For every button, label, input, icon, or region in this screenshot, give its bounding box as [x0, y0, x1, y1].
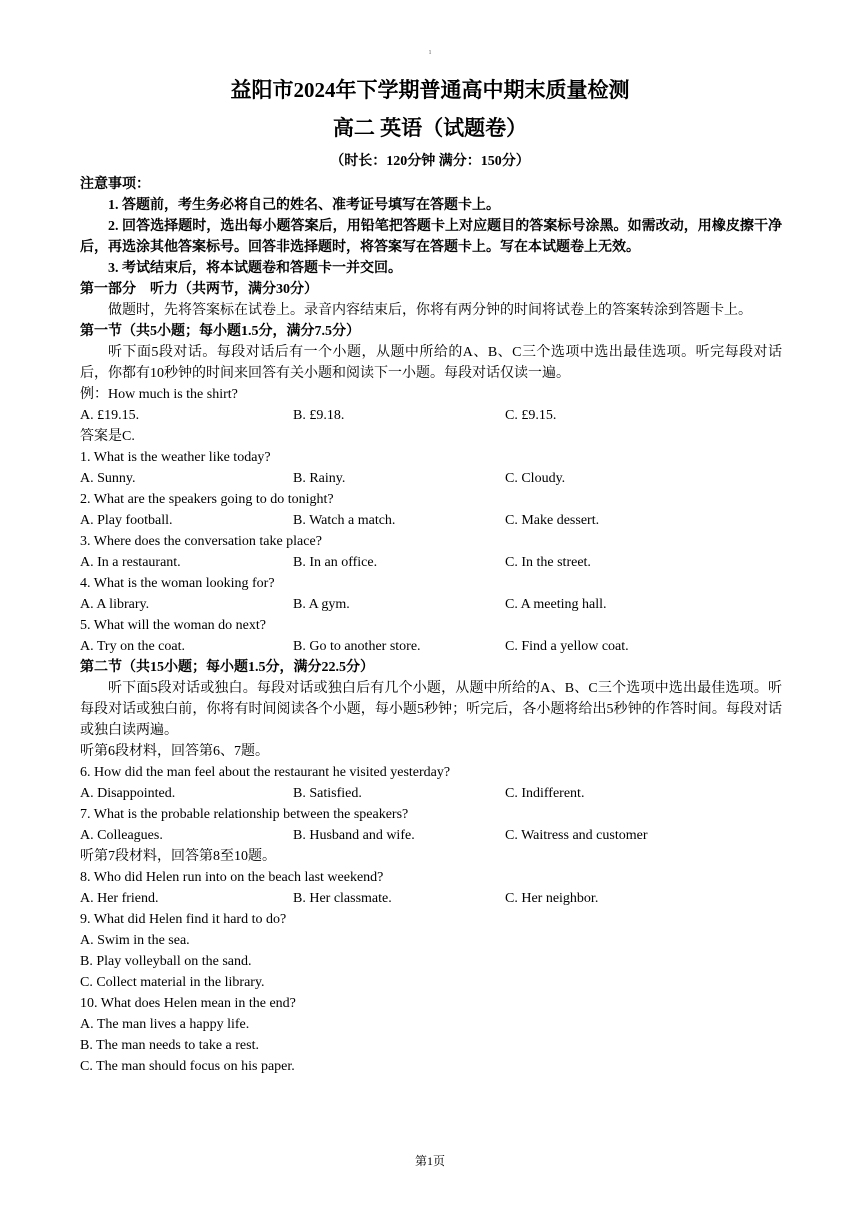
- exam-duration: （时长：120分钟 满分：150分）: [330, 154, 530, 169]
- option-b: B. Watch a match.: [293, 513, 396, 528]
- option-c: C. Collect material in the library.: [80, 975, 265, 990]
- exam-title: 益阳市2024年下学期普通高中期末质量检测: [230, 78, 630, 102]
- option-c: C. Indifferent.: [505, 786, 585, 801]
- question-4: 4. What is the woman looking for?: [80, 576, 275, 591]
- question-3-options: [80, 552, 782, 573]
- section2-instruction: 听下面5段对话或独白。每段对话或独白后有几个小题，从题中所给的A、B、C三个选项中选出最佳选项。听每段对话或独白前，你将有时间阅读各个小题，每小题5秒钟；听完后，各小题将给出5秒钟的作答时间。每段对话或独白读两遍。: [80, 681, 782, 738]
- option-a: A. The man lives a happy life.: [80, 1017, 250, 1032]
- note-item-1: 1. 答题前，考生务必将自己的姓名、准考证号填写在答题卡上。: [108, 198, 500, 213]
- question-2: 2. What are the speakers going to do tonight?: [80, 492, 334, 507]
- question-6-options: [80, 783, 782, 804]
- option-a: A. Try on the coat.: [80, 639, 185, 654]
- option-a: A. Colleagues.: [80, 828, 163, 843]
- option-b: B. £9.18.: [293, 408, 345, 423]
- note-item-3: 3. 考试结束后，将本试题卷和答题卡一并交回。: [108, 261, 402, 276]
- option-b: B. Satisfied.: [293, 786, 362, 801]
- note-item-2: 2. 回答选择题时，选出每小题答案后，用铅笔把答题卡上对应题目的答案标号涂黑。如需改动，用橡皮擦干净后，再选涂其他答案标号。回答非选择题时，将答案写在答题卡上。写在本试题卷上无效。: [80, 219, 782, 255]
- option-c: C. In the street.: [505, 555, 591, 570]
- question-5: 5. What will the woman do next?: [80, 618, 266, 633]
- section2-heading: 第二节（共15小题；每小题1.5分，满分22.5分）: [80, 660, 374, 675]
- option-c: C. Her neighbor.: [505, 891, 599, 906]
- option-a: A. Disappointed.: [80, 786, 176, 801]
- option-a: A. Swim in the sea.: [80, 933, 190, 948]
- material-7-label: 听第7段材料，回答第8至10题。: [80, 849, 276, 864]
- option-b: B. Rainy.: [293, 471, 346, 486]
- part1-instruction: 做题时，先将答案标在试卷上。录音内容结束后，你将有两分钟的时间将试卷上的答案转涂到答题卡上。: [108, 303, 752, 318]
- option-a: A. Her friend.: [80, 891, 159, 906]
- material-6-label: 听第6段材料，回答第6、7题。: [80, 744, 269, 759]
- question-9: 9. What did Helen find it hard to do?: [80, 912, 287, 927]
- option-b: B. Play volleyball on the sand.: [80, 954, 252, 969]
- option-a: A. A library.: [80, 597, 150, 612]
- question-4-options: [80, 594, 782, 615]
- part1-heading: 第一部分 听力（共两节，满分30分）: [80, 282, 318, 297]
- option-c: C. Find a yellow coat.: [505, 639, 629, 654]
- example-question: 例：How much is the shirt?: [80, 387, 238, 402]
- question-8-options: [80, 888, 782, 909]
- section1-heading: 第一节（共5小题；每小题1.5分，满分7.5分）: [80, 324, 360, 339]
- option-b: B. Husband and wife.: [293, 828, 415, 843]
- option-c: C. Waitress and customer: [505, 828, 648, 843]
- question-1-options: [80, 468, 782, 489]
- notes-heading: 注意事项：: [80, 177, 150, 192]
- option-a: A. In a restaurant.: [80, 555, 181, 570]
- question-1: 1. What is the weather like today?: [80, 450, 271, 465]
- section1-instruction: 听下面5段对话。每段对话后有一个小题，从题中所给的A、B、C三个选项中选出最佳选项。听完每段对话后，你都有10秒钟的时间来回答有关小题和阅读下一小题。每段对话仅读一遍。: [80, 345, 782, 381]
- option-c: C. Cloudy.: [505, 471, 566, 486]
- exam-subject: 高二 英语（试题卷）: [332, 116, 528, 140]
- option-c: C. A meeting hall.: [505, 597, 607, 612]
- option-b: B. Her classmate.: [293, 891, 392, 906]
- question-10: 10. What does Helen mean in the end?: [80, 996, 296, 1011]
- option-c: C. The man should focus on his paper.: [80, 1059, 295, 1074]
- question-7-options: [80, 825, 782, 846]
- option-c: C. £9.15.: [505, 408, 557, 423]
- example-options: [80, 405, 782, 426]
- option-a: A. Sunny.: [80, 471, 136, 486]
- option-a: A. £19.15.: [80, 408, 140, 423]
- option-b: B. The man needs to take a rest.: [80, 1038, 259, 1053]
- exam-content: [80, 174, 782, 1077]
- option-b: B. Go to another store.: [293, 639, 421, 654]
- question-3: 3. Where does the conversation take place?: [80, 534, 322, 549]
- example-answer: 答案是C.: [80, 429, 135, 444]
- page-number: 第1页: [414, 1154, 445, 1168]
- option-c: C. Make dessert.: [505, 513, 600, 528]
- option-a: A. Play football.: [80, 513, 173, 528]
- page-mark: 1: [428, 50, 432, 56]
- question-2-options: [80, 510, 782, 531]
- option-b: B. In an office.: [293, 555, 378, 570]
- question-5-options: [80, 636, 782, 657]
- question-6: 6. How did the man feel about the restaurant he visited yesterday?: [80, 765, 451, 780]
- question-7: 7. What is the probable relationship between the speakers?: [80, 807, 409, 822]
- question-8: 8. Who did Helen run into on the beach last weekend?: [80, 870, 384, 885]
- option-b: B. A gym.: [293, 597, 350, 612]
